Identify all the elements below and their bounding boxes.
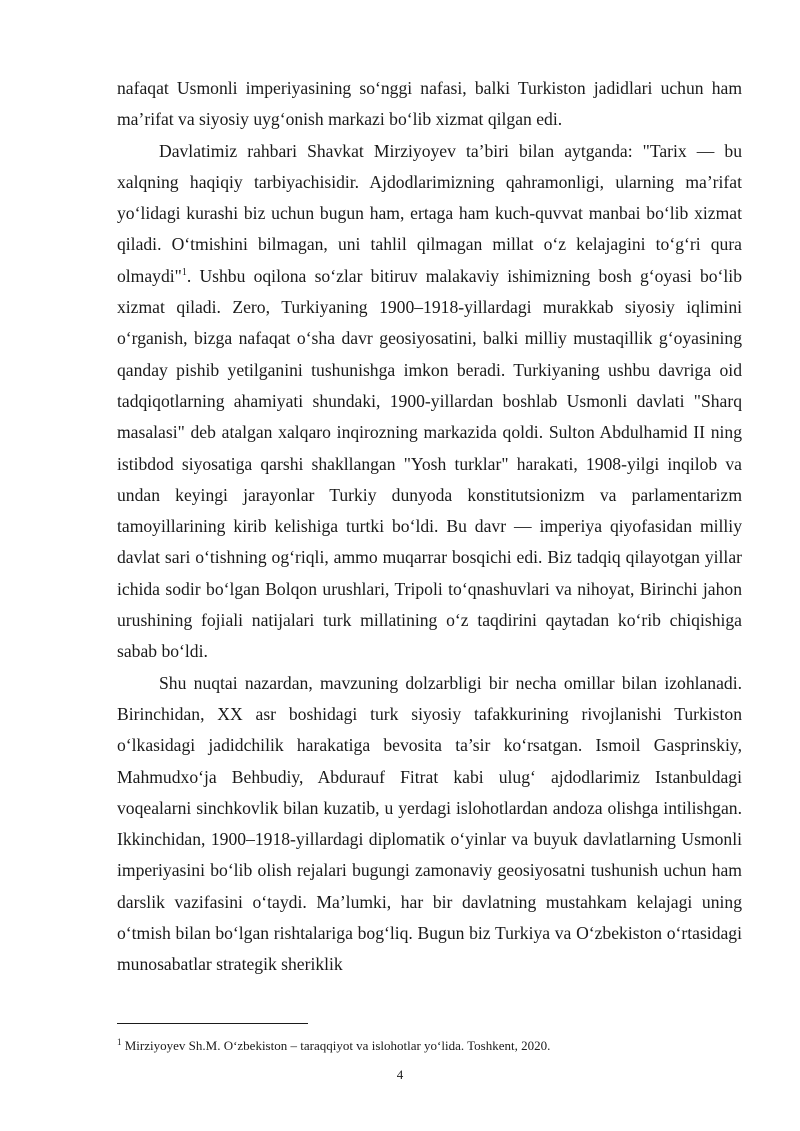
paragraph-2-text-quote: Davlatimiz rahbari Shavkat Mirziyoyev ta’biri bilan aytganda: "Tarix — bu xalqning haqiqiy tarbiyachisidir. Ajdodlarimizning qahramonligi, ularning ma’rifat yo‘lidagi kurashi biz uchun bugun ham, ertaga ham kuch-quvvat manbai bo‘lib xizmat qiladi. O‘tmishini bilmagan, uni tahlil qilmagan millat o‘z kelajagini to‘g‘ri qura olmaydi" — [117, 140, 742, 286]
page-number: 4 — [396, 1067, 404, 1082]
footnote — [117, 1037, 742, 1055]
footnote-reference[interactable]: 1 — [181, 266, 187, 278]
paragraph-1 — [117, 73, 742, 136]
paragraph-1-text: nafaqat Usmonli imperiyasining so‘nggi nafasi, balki Turkiston jadidlari uchun ham ma’rifat va siyosiy uyg‘onish markazi bo‘lib xizmat qilgan edi. — [117, 78, 742, 130]
paragraph-3 — [117, 668, 742, 981]
paragraph-2-text-rest: . Ushbu oqilona so‘zlar bitiruv malakaviy ishimizning bosh g‘oyasi bo‘lib xizmat qiladi. Zero, Turkiyaning 1900–1918-yillardagi murakkab siyosiy iqlimini o‘rganish, bizga nafaqat o‘sha davr geosiyosatini, balki milliy mustaqillik g‘oyasining qanday pishib yetilganini tushunishga imkon beradi. Turkiyaning ushbu davriga oid tadqiqotlarning ahamiyati shundaki, 1900-yillardan boshlab Usmonli davlati "Sharq masalasi" deb atalgan xalqaro inqirozning markazida qoldi. Sulton Abdulhamid II ning istibdod siyosatiga qarshi shakllangan "Yosh turklar" harakati, 1908-yilgi inqilob va undan keyingi jarayonlar Turkiy dunyoda konstitutsionizm va parlamentarizm tamoyillarining kirib kelishiga turtki bo‘ldi. Bu davr — imperiya qiyofasidan milliy davlat sari o‘tishning og‘riqli, ammo muqarrar bosqichi edi. Biz tadqiq qilayotgan yillar ichida sodir bo‘lgan Bolqon urushlari, Tripoli to‘qnashuvlari va nihoyat, Birinchi jahon urushining fojiali natijalari turk millatining o‘z taqdirini qaytadan ko‘rib chiqishiga sabab bo‘ldi. — [117, 265, 742, 662]
footnote-number: 1 — [117, 1037, 122, 1047]
paragraph-2 — [117, 136, 742, 668]
body-text — [117, 73, 742, 981]
footnote-text: Mirziyoyev Sh.M. O‘zbekiston – taraqqiyot va islohotlar yo‘lida. Toshkent, 2020. — [124, 1038, 551, 1053]
footnote-separator — [117, 1023, 308, 1024]
paragraph-3-text: Shu nuqtai nazardan, mavzuning dolzarbligi bir necha omillar bilan izohlanadi. Birinchidan, XX asr boshidagi turk siyosiy tafakkurining rivojlanishi Turkiston o‘lkasidagi jadidchilik harakatiga bevosita ta’sir ko‘rsatgan. Ismoil Gasprinskiy, Mahmudxo‘ja Behbudiy, Abdurauf Fitrat kabi ulug‘ ajdodlarimiz Istanbuldagi voqealarni sinchkovlik bilan kuzatib, u yerdagi islohotlardan andoza olishga intilishgan. Ikkinchidan, 1900–1918-yillardagi diplomatik o‘yinlar va buyuk davlatlarning Usmonli imperiyasini bo‘lib olish rejalari bugungi zamonaviy geosiyosatni tushunish uchun ham darslik vazifasini o‘taydi. Ma’lumki, har bir davlatning mustahkam kelajagi uning o‘tmish bilan bo‘lgan rishtalariga bog‘liq. Bugun biz Turkiya va O‘zbekiston o‘rtasidagi munosabatlar strategik sheriklik — [117, 672, 742, 975]
